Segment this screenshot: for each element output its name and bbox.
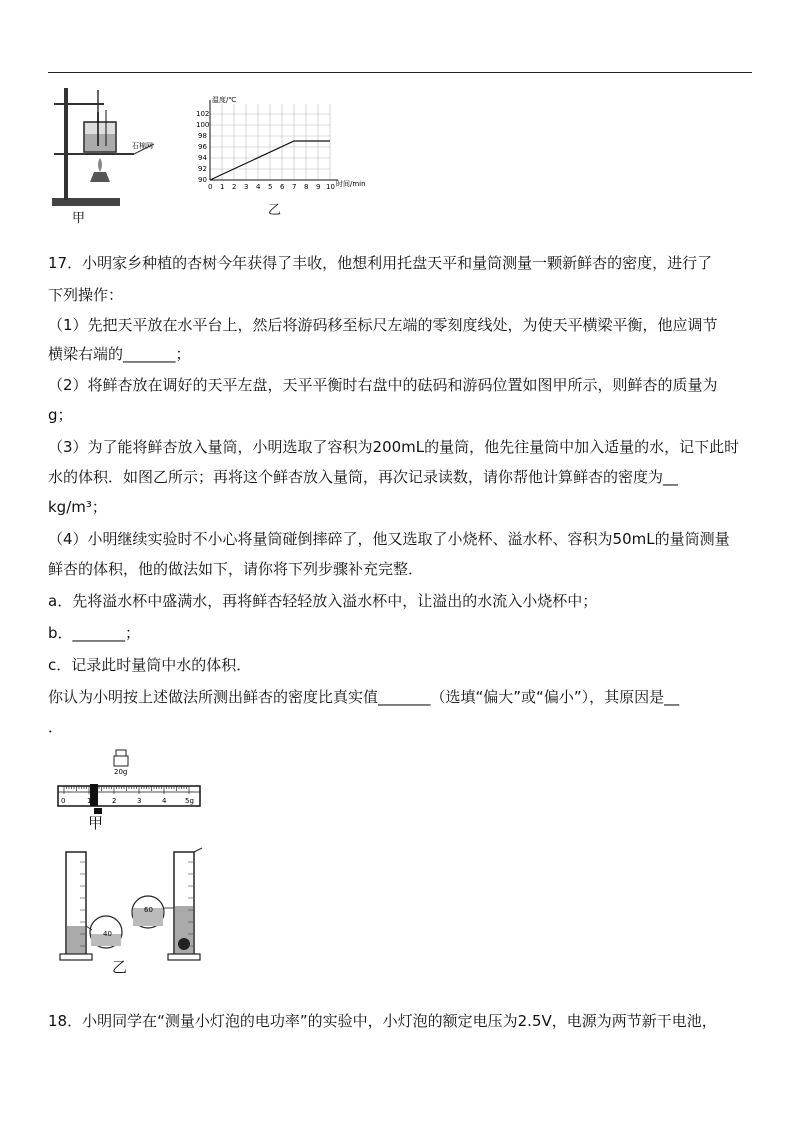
x-tick: 4 [256,183,261,191]
x-tick: 1 [220,183,225,191]
cylinders-caption: 乙 [112,958,128,976]
cylinders-figure [56,846,216,966]
q17-line-16: ． [48,718,64,736]
q17-line-5: （2）将鲜杏放在调好的天平左盘，天平平衡时右盘中的砝码和游码位置如图甲所示，则鲜杏的质量为 [48,376,718,394]
q17-line-4: 横梁右端的_______； [48,345,191,363]
q17-line-3: （1）先把天平放在水平台上，然后将游码移至标尺左端的零刻度线处，为使天平横梁平衡，他应调节 [48,316,718,334]
graph-caption: 乙 [268,203,282,218]
scale-tick: 0 [61,797,66,805]
x-tick: 2 [232,183,237,191]
q17-line-7: （3）为了能将鲜杏放入量筒，小明选取了容积为200mL的量筒，他先往量筒中加入适量的水，记下此时 [48,438,740,456]
q17-line-15: 你认为小明按上述做法所测出鲜杏的密度比真实值_______（选填“偏大”或“偏小”），其原因是__ [48,688,680,706]
x-tick: 7 [292,183,297,191]
scale-tick: 2 [112,797,117,805]
x-tick: 5 [268,183,273,191]
scale-tick: 4 [162,797,167,805]
heating-apparatus-figure [44,84,184,220]
graph-xlabel: 时间/min [336,180,366,188]
top-rule [48,72,752,73]
temperature-graph [196,96,386,196]
scale-tick: 1 [87,797,92,805]
x-tick: 10 [326,183,335,191]
y-tick: 94 [198,154,207,162]
balance-caption: 甲 [88,814,104,832]
y-tick: 100 [196,121,210,129]
balance-scale-figure [54,748,204,830]
x-tick: 0 [208,183,213,191]
scale-tick: 5g [185,797,194,805]
reading-right: 60 [144,906,153,914]
q17-line-6: g； [48,406,73,424]
q17-line-14: c．记录此时量筒中水的体积． [48,656,252,674]
graph-ylabel: 温度/℃ [212,96,237,104]
q17-line-13: b．_______； [48,624,141,642]
q17-line-11: 鲜杏的体积，他的做法如下，请你将下列步骤补充完整． [48,560,424,578]
y-tick: 102 [196,110,210,118]
q17-line-9: kg/m³； [48,498,107,516]
y-tick: 98 [198,132,207,140]
q17-line-1: 17．小明家乡种植的杏树今年获得了丰收，他想利用托盘天平和量筒测量一颗新鲜杏的密度，进行了 [48,254,713,272]
q17-line-2: 下列操作： [48,286,124,304]
x-tick: 6 [280,183,285,191]
q17-line-10: （4）小明继续实验时不小心将量筒碰倒摔碎了，他又选取了小烧杯、溢水杯、容积为50mL的量筒测量 [48,530,730,548]
reading-left: 40 [103,930,112,938]
x-tick: 9 [316,183,321,191]
q18-line-1: 18．小明同学在“测量小灯泡的电功率”的实验中，小灯泡的额定电压为2.5V，电源为两节新干电池， [48,1012,717,1030]
weight-label: 20g [114,768,128,776]
q17-line-8: 水的体积．如图乙所示；再将这个鲜杏放入量筒，再次记录读数，请你帮他计算鲜杏的密度为__ [48,468,679,486]
stand-label: 石棉网 [132,142,153,150]
y-tick: 96 [198,143,207,151]
y-tick: 90 [198,176,207,184]
scale-tick: 3 [137,797,142,805]
stand-caption: 甲 [72,211,86,226]
x-tick: 8 [304,183,309,191]
x-tick: 3 [244,183,249,191]
y-tick: 92 [198,165,207,173]
q17-line-12: a．先将溢水杯中盛满水，再将鲜杏轻轻放入溢水杯中，让溢出的水流入小烧杯中； [48,592,598,610]
